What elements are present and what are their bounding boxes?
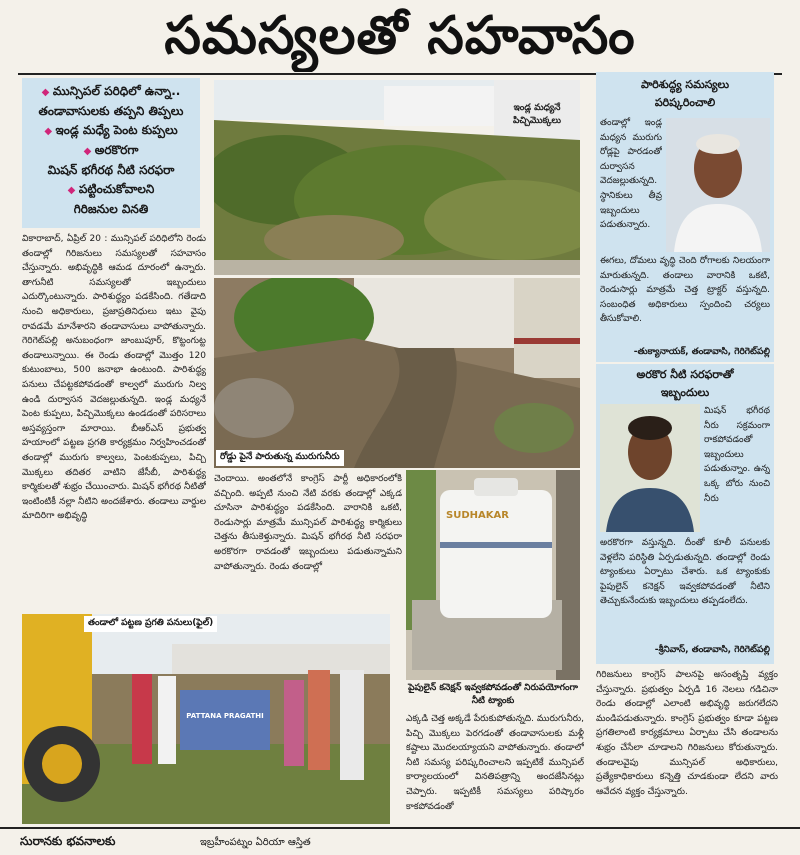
- footer-left-text: సురానకు భవనాలకు: [20, 834, 116, 848]
- banner-text: PATTANA PRAGATHI: [186, 712, 264, 720]
- photo-overgrown-plot: [214, 80, 580, 275]
- highlight-line: ◆ అరకొరగా: [83, 143, 139, 157]
- portrait-tukyanayak: [666, 118, 770, 252]
- article-column-1: వికారాబాద్, ఏప్రిల్ 20 : మున్సిపల్ పరిధిలోని రెండు తండాల్లో గిరిజనులు సమస్యలతో సహవాసం చేస్తున్నారు. అభివృద్ధికి ఆమడ దూరంలో ఉన్నారు. తాగునీటి సమస్యలతో ఇబ్బందులు ఎదుర్కొంటున్నారు. పారిశుద్ధ్యం పడకేసింది. గతేడాది నుంచి అధికారులు, ప్రజాప్రతినిధులు ఇటు వైపు రావడమే మానేశారని తండావాసులు వాపోతున్నారు. గెరిగెట్‌పల్లి అనుబంధంగా జాంబుపూర్, కొట్టంగుట్ట తండాలున్నాయి. ఈ రెండు తండాల్లో మొత్తం 120 కుటుంబాలు, 500 జనాభా ఉంటుంది. పారిశుద్ధ్య పనులు చేపట్టకపోవడంతో కాల్వలో మురుగు నిల్వ ఉండి దుర్వాసన వెదజల్లుతున్నది. ఇండ్ల మధ్యనే పెంట కుప్పలు, పిచ్చిమొక్కలు ఉండడంతో పరిసరాలు అస్తవ్యస్తంగా మారాయి. బీఆర్ఎస్ ప్రభుత్వ హయాంలో పట్టణ ప్రగతి కార్యక్రమం నిర్వహించడంతో తండాల్లో మురుగు కాల్వలు, పెంటకుప్పలు, పిచ్చి మొక్కలు తదితర వాటిని జేసీబీ, పారిశుద్ధ్య కార్మికులతో శుభ్రం చేయించారు. మిషన్ భగీరథ నీటితో ఇంటింటికీ నల్లా నీటిని అందజేశారు. తండాలు వార్డుల మాదిరిగా అభివృద్ధి: [22, 234, 206, 522]
- photo-caption-tank: పైపులైన్ కనెక్షన్ ఇవ్వకపోవడంతో నిరుపయోగంగా నీటి ట్యాంకు: [408, 683, 578, 706]
- sidebar1-text-full: ఈగలు, దోమలు వృద్ధి చెంది రోగాలకు నిలయంగా మారుతున్నది. తండాలు వారానికి ఒకటి, రెండుసార్లు మాత్రమే చెత్త ట్రాక్టర్ వస్తున్నది. సంబంధిత అధికారులు స్పందించి చర్యలు తీసుకోవాలి.: [600, 256, 770, 325]
- photo-sewage-road: [214, 278, 580, 468]
- sidebar2-byline: -శ్రీనివాస్, తండావాసి, గెరిగెట్‌పల్లి: [654, 645, 770, 655]
- sidebar-water-supply: [596, 364, 774, 664]
- diamond-icon: ◆: [44, 126, 56, 137]
- article-column-4: గిరిజనులు కాంగ్రెస్ పాలనపై అసంతృప్తి వ్యక్తం చేస్తున్నారు. ప్రభుత్వం ఏర్పడి 16 నెలలు గడిచినా రెండు తండాల్లో ఎలాంటి అభివృద్ధి జరుగలేదని మండిపడుతున్నారు. కాంగ్రెస్ ప్రభుత్వం కూడా పట్టణ ప్రగతిలాంటి కార్యక్రమాలు ఏర్పాటు చేసి తండాలను శుభ్రం చేసేలా చూడాలని గిరిజనులు కోరుతున్నారు. తండాలవైపు మున్సిపల్ అధికారులు, ప్రత్యేకాధికారులు కన్నెత్తి చూడకుండా లేదని వారు ఆవేదన వ్యక్తం చేస్తున్నారు.: [596, 670, 778, 797]
- water-tank-image: [406, 470, 580, 680]
- sidebar2-heading-line2: ఇబ్బందులు: [660, 386, 710, 399]
- article-column-3: ఎక్కడి చెత్త అక్కడే పేరుకుపోతున్నది. మురుగునీరు, పిచ్చి మొక్కలు పెరగడంతో తండావాసులకు మళ్లీ కష్టాలు మొదలయ్యాయని వాపోతున్నారు. తండాలో నీటి సమస్య పరిష్కరించాలని ఇప్పటికే మున్సిపల్ కార్యాలయంలో వినతిపత్రాన్ని అందజేసినట్లు చెప్పారు. ఇప్పటికీ సమస్యలు పరిష్కారం కాకపోవడంతో: [406, 714, 584, 812]
- portrait-srinivas: [600, 404, 700, 532]
- article-column-2: చెందాయి. అంతలోనే కాంగ్రెస్ పార్టీ అధికారంలోకి వచ్చింది. అప్పటి నుంచి నేటి వరకు తండాల్లో ఎక్కడ చూసినా పారిశుద్ధ్యం పడకేసింది. వారానికి ఒకటి, రెండుసార్లు మాత్రమే మున్సిపల్ పారిశుద్ధ్య కార్మికులు చెత్తను తీసుకెళ్తున్నారు. మిషన్ భగీరథ నీటి సరఫరా అరకొరగా రావడంతో ఇబ్బందులు పడుతున్నామని వాపోతున్నారు. రెండు తండాల్లో: [214, 474, 402, 572]
- sidebar1-heading-line2: పరిష్కరించాలి: [654, 96, 716, 109]
- diamond-icon: ◆: [41, 87, 53, 98]
- portrait-image: [666, 118, 770, 252]
- sewage-road-image: [214, 278, 580, 468]
- photo-caption-middle: రోడ్డు పైనే పారుతున్న మురుగునీరు: [216, 450, 344, 466]
- sidebar2-heading-line1: అరకొర నీటి సరఫరాతో: [636, 368, 734, 381]
- portrait-image: [600, 404, 700, 532]
- highlights-box: [22, 78, 200, 228]
- headline: సమస్యలతో సహవాసం: [164, 5, 636, 66]
- footer-strip: [0, 830, 800, 855]
- photo-water-tank: [406, 470, 580, 680]
- highlight-line: ◆ మున్సిపల్ పరిధిలో ఉన్నా..: [41, 84, 181, 98]
- sidebar1-heading-line1: పారిశుద్ధ్య సమస్యలు: [640, 78, 730, 91]
- photo-caption-bottom: తండాలో పట్టణ ప్రగతి పనులు(ఫైల్): [84, 616, 217, 632]
- highlight-line: గిరిజనుల వినతి: [73, 202, 149, 216]
- footer-middle-text: ఇబ్రహీంపట్నం ఏరియా ఆస్తిత: [200, 837, 311, 848]
- sidebar2-text-narrow: మిషన్ భగీరథ నీరు సక్రమంగా రాకపోవడంతో ఇబ్బందులు పడుతున్నాం. ఉన్న ఒక్క బోరు నుంచి నీరు: [704, 406, 770, 504]
- sidebar2-text-full: అరకొరగా వస్తున్నది. దీంతో కూలీ పనులకు వెళ్లలేని పరిస్థితి ఏర్పడుతున్నది. తండాల్లో రెండు ట్యాంకులు ఏర్పాటు చేశారు. ఒక ట్యాంకుకు పైపులైన్ కనెక్షన్ ఇవ్వకపోవడంతో నీటిని తెచ్చుకునేందుకు ఇబ్బందులు తప్పడంలేదు.: [600, 538, 770, 607]
- photo-pragathi-works: [22, 614, 390, 824]
- highlight-line: తండావాసులకు తప్పని తిప్పలు: [38, 104, 184, 118]
- sidebar1-byline: -తుక్యానాయక్, తండావాసి, గెరిగెట్‌పల్లి: [633, 347, 770, 357]
- sidebar-sanitation: [596, 72, 774, 362]
- photo-label-top: ఇండ్ల మధ్యనే పిచ్చిమొక్కలు: [513, 103, 561, 126]
- tank-brand-text: SUDHAKAR: [446, 510, 509, 521]
- diamond-icon: ◆: [67, 185, 79, 196]
- sidebar1-text-narrow: తండాల్లో ఇండ్ల మధ్యన మురుగు రోడ్లపై పారడంతో దుర్వాసన వెదజల్లుతున్నది. స్థానికులు తీవ్ర ఇబ్బందులు పడుతున్నారు.: [600, 118, 662, 231]
- highlight-line: మిషన్ భగీరథ నీటి సరఫరా: [47, 163, 175, 177]
- bottom-rule: [0, 827, 800, 829]
- highlight-line: ◆ పట్టించుకోవాలని: [67, 182, 155, 196]
- diamond-icon: ◆: [83, 146, 95, 157]
- highlight-line: ◆ ఇండ్ల మధ్యే పెంట కుప్పలు: [44, 123, 178, 137]
